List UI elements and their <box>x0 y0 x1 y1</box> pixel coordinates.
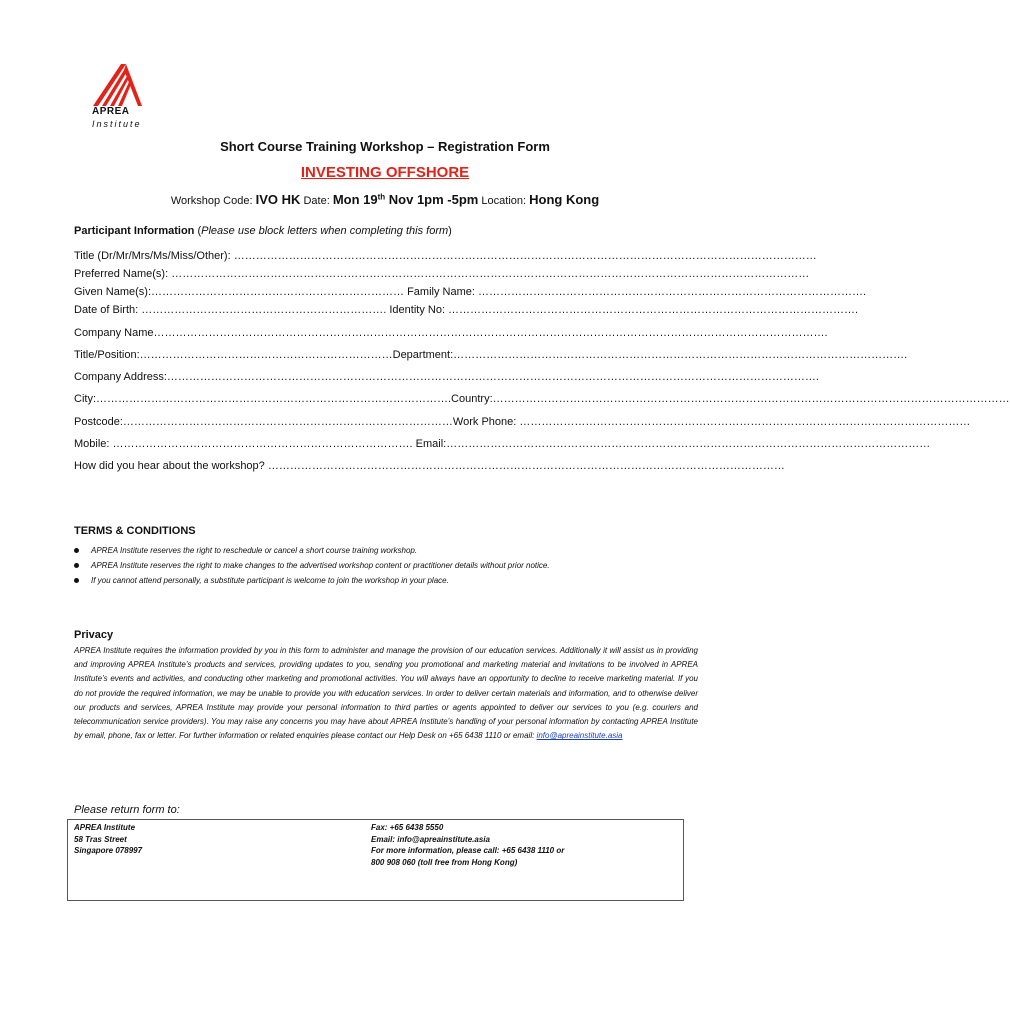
workshop-code: IVO HK <box>255 192 301 207</box>
form-title: Short Course Training Workshop – Registration Form <box>220 139 550 154</box>
postcode-workphone-field[interactable]: Postcode:………………………………………………………………………………Work Phone: …………………………………………………………………………………………………………… <box>74 416 971 428</box>
return-address: APREA Institute 58 Tras Street Singapore 078997 <box>74 823 143 855</box>
workshop-location: Hong Kong <box>529 192 600 207</box>
course-name: INVESTING OFFSHORE <box>300 164 470 181</box>
referral-field[interactable]: How did you hear about the workshop? …………………………………………………………………………………………………………………………… <box>74 460 785 472</box>
mobile-email-field[interactable]: Mobile: ………………………………………………………………………. Email:…………………………………………………………………………………………………………………… <box>74 438 931 450</box>
return-contact: Fax: +65 6438 5550 Email: info@apreainstitute.asia For more information, please call: +65 6438 1110 or 800 908 060 (toll free from Hong Kong) <box>371 823 565 867</box>
terms-heading: TERMS & CONDITIONS <box>74 525 196 537</box>
list-item: APREA Institute reserves the right to reschedule or cancel a short course training workshop. <box>74 546 550 561</box>
return-address-box <box>67 819 684 901</box>
company-name-field[interactable]: Company Name…………………………………………………………………………………………………………………………………………………………………. <box>74 327 828 339</box>
participant-heading: Participant Information (Please use block letters when completing this form) <box>74 225 452 237</box>
position-department-field[interactable]: Title/Position:……………………………………………………………Department:……………………………………………………………………………………………………………. <box>74 349 908 361</box>
bullet-icon <box>74 548 79 553</box>
bullet-icon <box>74 563 79 568</box>
company-address-field[interactable]: Company Address:……………………………………………………………………………………………………………………………………………………………. <box>74 371 819 383</box>
list-item: APREA Institute reserves the right to make changes to the advertised workshop content or practitioner details without prior notice. <box>74 561 550 576</box>
privacy-heading: Privacy <box>74 629 114 641</box>
preferred-name-field[interactable]: Preferred Name(s): ………………………………………………………………………………………………………………………………………………………… <box>74 268 810 280</box>
logo-sub: Institute <box>92 119 142 129</box>
logo-brand: APREA <box>92 106 130 117</box>
return-heading: Please return form to: <box>74 804 180 816</box>
dob-identity-field[interactable]: Date of Birth: …………………………………………………………. Identity No: …………………………………………………………………………………………………. <box>74 304 859 316</box>
city-country-field[interactable]: City:…………………………………………………………………………………….Country:…………………………………………………………………………………………………………………………… <box>74 393 1010 405</box>
workshop-date: Mon 19 <box>332 192 378 207</box>
bullet-icon <box>74 578 79 583</box>
workshop-details: Workshop Code: IVO HK Date: Mon 19th Nov 1pm -5pm Location: Hong Kong <box>170 192 600 207</box>
email-link[interactable]: info@apreainstitute.asia <box>536 731 623 741</box>
list-item: If you cannot attend personally, a substitute participant is welcome to join the workshop in your place. <box>74 576 550 591</box>
terms-list <box>74 546 550 591</box>
title-field[interactable]: Title (Dr/Mr/Mrs/Ms/Miss/Other): …………………………………………………………………………………………………………………………………………… <box>74 250 817 262</box>
given-family-name-field[interactable]: Given Name(s):…………………………………………………………… Family Name: ……………………………………………………………………………………………. <box>74 286 867 298</box>
privacy-text: APREA Institute requires the information provided by you in this form to administer and manage the provision of our education services. Additionally it will assist us in providing and improving APREA Institute’s products and services, providing updates to you, sending you promotional and marketing material and invitations to be involved in APREA Institute’s events and activities, and conducting other marketing and promotional activities. You will always have an opportunity to decline to receive marketing material. If you do not provide the required information, we may be unable to provide you with education services. In order to deliver certain materials and information, and to otherwise deliver our products and services, APREA Institute may provide your personal information to third parties or agents appointed to deliver our services to you (e.g. couriers and telecommunication service providers). You may raise any concerns you may have about APREA Institute’s handling of your personal information by contacting APREA Institute by email, phone, fax or letter. For further information or related enquiries please contact our Help Desk on +65 6438 1110 or email: info@apreainstitute.asia <box>74 646 698 741</box>
